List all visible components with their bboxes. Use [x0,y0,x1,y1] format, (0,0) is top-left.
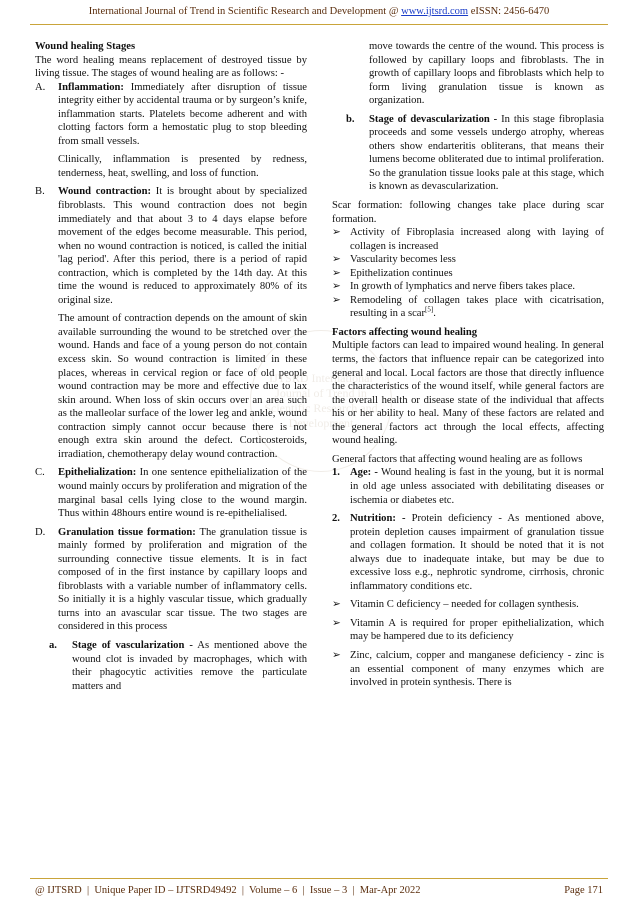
list-item [332,280,604,294]
factor-text: Protein deficiency - As mentioned above, protein depletion causes impairment of granulation tissue and collagen formation. It should be noted that it is not always due to inadequate intake, but may be due to excessive loss e.g., nephrotic syndrome, cirrhosis, chronic inflammatory conditions etc. [350,513,604,592]
factors-paragraph: Multiple factors can lead to impaired wound healing. In general terms, the factors that influence repair can be categorized into general and local. Local factors are those that directly influence the characteristics of the wound itself, while general factors are the overall health or disease state of the individual that affects his or her ability to heal. Many of these factors are related and the general factors act through the local effects, affecting wound healing. [332,340,604,447]
vascularization-continued: move towards the centre of the wound. This process is followed by capillary loops and fibroblasts. The in growth of capillary loops and fibroblasts which help to form living granulation tissue is known as organization. [369,41,604,107]
list-item-text: Vascularity becomes less [350,254,456,266]
bullet-arrow-icon: ➢ [332,294,341,306]
list-item-text: Epithelization continues [350,267,453,279]
list-item [332,649,604,690]
stage-label: Granulation tissue formation: [58,526,196,538]
list-item-text: Vitamin C deficiency – needed for collagen synthesis. [350,599,579,611]
factor-nutrition [332,512,604,593]
list-item-end: . [433,308,436,320]
list-item [332,253,604,267]
list-marker: b. [346,113,355,125]
inflammation-clinical-paragraph: Clinically, inflammation is presented by redness, tenderness, heat, swelling, and loss of function. [58,154,307,179]
factor-text: Wound healing is fast in the young, but it is normal in old age unless associated with debilitating diseases or ischemia or diabetes etc. [350,467,604,506]
list-item-text: Remodeling of collagen takes place with cicatrisation, resulting in a scar [350,294,604,320]
list-item-text: In growth of lymphatics and nerve fibers takes place. [350,281,576,293]
list-item [332,294,604,321]
list-item-text: Zinc, calcium, copper and manganese deficiency - zinc is an essential component of many enzymes which are involved in protein synthesis. There is [350,649,604,689]
bullet-arrow-icon: ➢ [332,254,341,266]
right-column [332,40,604,690]
stage-text: It is brought about by specialized fibroblasts. This wound contraction does not begin immediately and that about 3 to 4 days elapse before movement of the edges become measurable. This period, when no wound contraction is noticed, is called the initial 'lag period'. After this period, there is a period of rapid contraction, which is completed by the 14th day. At this time the wound is reduced to approximately 80% of its original size. [58,186,307,306]
left-column [35,40,307,693]
bullet-arrow-icon: ➢ [332,649,341,661]
stage-b-wound-contraction [35,185,307,307]
section-title-factors: Factors affecting wound healing [332,326,478,338]
stage-c-epithelialization [35,466,307,520]
stage-d-granulation [35,526,307,634]
header-text: International Journal of Trend in Scientific Research and Development @ [88,6,402,17]
bullet-arrow-icon: ➢ [332,617,341,629]
list-marker: 1. [332,467,340,479]
bullet-arrow-icon: ➢ [332,227,341,239]
general-factors-intro: General factors that affecting wound healing are as follows [332,453,583,465]
citation-ref[interactable]: [5] [425,305,434,314]
stage-text: The granulation tissue is mainly formed by proliferation and migration of the surrounding connective tissue elements. It is in fact composed of in the first instance by capillary loops and fibroblasts with a variable number of inflammatory cells. So initially it is a highly vascular tissue, which gradually turns into an avascular scar tissue. The two stages are considered in this process [58,526,307,633]
journal-header [0,6,638,17]
list-marker: A. [35,81,46,93]
list-marker: 2. [332,513,340,525]
stage-label: Inflammation: [58,81,124,93]
list-item [332,617,604,644]
substage-label: Stage of devascularization - [369,113,498,125]
list-item [332,267,604,281]
substage-text: In this stage fibroplasia proceeds and some vessels undergo atrophy, whereas others show endarteritis obliterans, that means their lumens become obliterated due to intimal proliferation. So the granulation tissue looks pale at this stage, which is known as devascularization. [369,113,605,193]
list-marker: B. [35,186,45,198]
stage-label: Epithelialization: [58,467,137,479]
bullet-arrow-icon: ➢ [332,267,341,279]
stage-label: Wound contraction: [58,186,152,198]
journal-url-link[interactable]: www.ijtsrd.com [401,6,469,17]
list-item [332,598,604,612]
header-issn: eISSN: 2456-6470 [468,6,550,17]
section-title-wound-healing-stages: Wound healing Stages [35,41,136,52]
page-number: Page 171 [564,885,603,896]
list-item [332,226,604,253]
header-rule [30,24,608,25]
scar-formation-intro: Scar formation: following changes take place during scar formation. [332,200,604,225]
intro-paragraph: The word healing means replacement of destroyed tissue by living tissue. The stages of wound healing are as follows: - [35,54,307,80]
bullet-arrow-icon: ➢ [332,281,341,293]
factor-age [332,466,604,507]
list-item-text: Activity of Fibroplasia increased along with laying of collagen is increased [350,227,604,252]
watermark-text: IJTSRD International Journal of Trend in Scientific Research and Development [264,371,378,430]
list-marker: D. [35,526,46,538]
footer-paper-info: @ IJTSRD | Unique Paper ID – IJTSRD49492 | Volume – 6 | Issue – 3 | Mar-Apr 2022 [35,885,421,896]
substage-b-devascularization [332,113,604,194]
factor-label: Nutrition: - [350,513,406,525]
substage-a-vascularization [35,639,307,693]
stage-text: In one sentence epithelialization of the wound mainly occurs by proliferation and migration of the marginal basal cells lying close to the wound margin. Thus within 48hours entire wound is re-epithelialised. [58,467,307,520]
footer-rule [30,878,608,879]
list-marker: C. [35,467,45,479]
list-marker: a. [49,639,57,651]
factor-label: Age: - [350,467,378,479]
contraction-detail-paragraph: The amount of contraction depends on the amount of skin available surrounding the wound to be stretched over the wound. Hands and face of a young person do not contain excess skin. So wound contraction is limited in these places, whereas in cervical region or face of old people wound contraction may be more and effective due to lax skin around. When loss of skin occurs over an area such as the malleolar surface of the lower leg and ankle, wound contraction simply cannot occur because there is not enough extra skin around the defect. Corticosteroids, irradiation, chemotherapy delay wound contraction. [58,313,307,460]
list-item-text: Vitamin A is required for proper epithelialization, which may be hampered due to its deficiency [350,617,604,643]
stage-a-inflammation [35,81,307,149]
bullet-arrow-icon: ➢ [332,599,341,611]
substage-label: Stage of vascularization - [72,639,193,651]
stage-text: Immediately after disruption of tissue integrity either by accidental trauma or by surgeon’s knife, inflammation starts. Platelets become adherent and with clotting factors form a hemostatic plug to stop bleeding from small vessels. [58,81,307,147]
substage-text: As mentioned above the wound clot is invaded by macrophages, which with their phagocytic activities remove the particulate matters and [72,639,307,692]
